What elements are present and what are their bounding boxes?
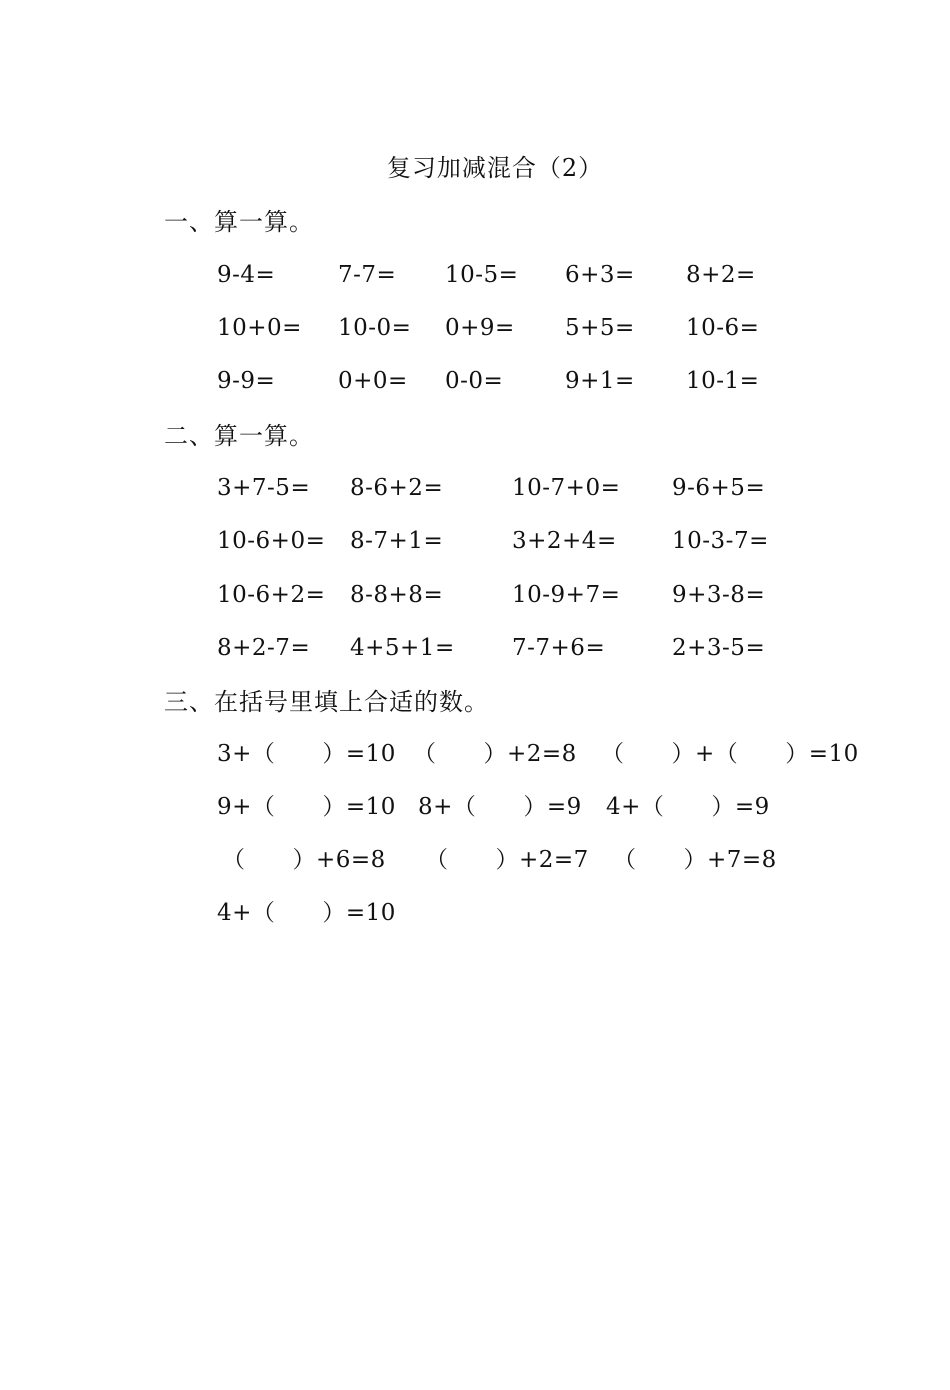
s2-problem: 10-7+0= bbox=[512, 475, 621, 501]
s1-problem: 10+0= bbox=[217, 315, 302, 341]
s1-problem: 10-1= bbox=[686, 368, 760, 394]
s3-fill-blank: （ ）+2=7 bbox=[425, 847, 589, 873]
s1-problem: 9-9= bbox=[217, 368, 276, 394]
section-2-heading: 二、算一算。 bbox=[164, 422, 314, 450]
s2-problem: 10-6+2= bbox=[217, 582, 326, 608]
s3-fill-blank: 4+（ ）=10 bbox=[217, 900, 396, 926]
s1-problem: 10-6= bbox=[686, 315, 760, 341]
s1-problem: 0+9= bbox=[445, 315, 515, 341]
page-title: 复习加减混合（2） bbox=[386, 154, 604, 182]
s1-problem: 7-7= bbox=[338, 262, 397, 288]
s2-problem: 10-3-7= bbox=[672, 528, 769, 554]
s3-fill-blank: （ ）+7=8 bbox=[613, 847, 777, 873]
s3-fill-blank: 4+（ ）=9 bbox=[606, 794, 770, 820]
s2-problem: 10-6+0= bbox=[217, 528, 326, 554]
s2-problem: 8-7+1= bbox=[350, 528, 444, 554]
s2-problem: 10-9+7= bbox=[512, 582, 621, 608]
s2-problem: 3+2+4= bbox=[512, 528, 617, 554]
s2-problem: 8-8+8= bbox=[350, 582, 444, 608]
s1-problem: 10-0= bbox=[338, 315, 412, 341]
s2-problem: 3+7-5= bbox=[217, 475, 311, 501]
s2-problem: 7-7+6= bbox=[512, 635, 606, 661]
s2-problem: 2+3-5= bbox=[672, 635, 766, 661]
s1-problem: 6+3= bbox=[565, 262, 635, 288]
s1-problem: 8+2= bbox=[686, 262, 756, 288]
s1-problem: 10-5= bbox=[445, 262, 519, 288]
section-1-heading: 一、算一算。 bbox=[164, 208, 314, 236]
s2-problem: 8-6+2= bbox=[350, 475, 444, 501]
s1-problem: 0+0= bbox=[338, 368, 408, 394]
section-3-heading: 三、在括号里填上合适的数。 bbox=[164, 688, 489, 716]
s2-problem: 4+5+1= bbox=[350, 635, 455, 661]
s3-fill-blank: 3+（ ）=10 bbox=[217, 741, 396, 767]
s3-fill-blank: （ ）+2=8 bbox=[413, 741, 577, 767]
s1-problem: 9-4= bbox=[217, 262, 276, 288]
s3-fill-blank: 8+（ ）=9 bbox=[418, 794, 582, 820]
s1-problem: 9+1= bbox=[565, 368, 635, 394]
s3-fill-blank: （ ）+6=8 bbox=[222, 847, 386, 873]
s3-fill-blank: 9+（ ）=10 bbox=[217, 794, 396, 820]
s3-fill-blank: （ ）+（ ）=10 bbox=[601, 741, 859, 767]
s1-problem: 0-0= bbox=[445, 368, 504, 394]
s1-problem: 5+5= bbox=[565, 315, 635, 341]
s2-problem: 8+2-7= bbox=[217, 635, 311, 661]
s2-problem: 9-6+5= bbox=[672, 475, 766, 501]
s2-problem: 9+3-8= bbox=[672, 582, 766, 608]
